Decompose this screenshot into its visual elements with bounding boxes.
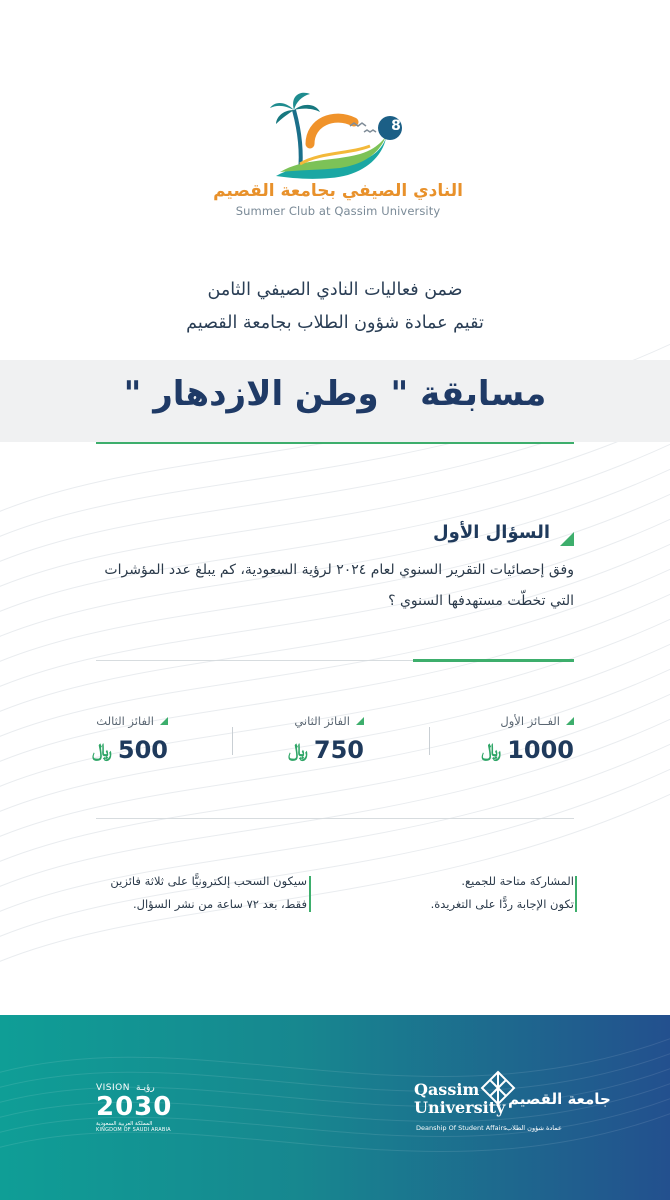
vision-country-arabic: المملكة العربية السعودية <box>96 1121 153 1127</box>
note-line: فقط، بعد ٧٢ ساعة من نشر السؤال. <box>132 897 307 911</box>
draw-note <box>110 870 307 916</box>
vision-label-arabic: رؤيـة <box>136 1083 155 1093</box>
prize-first <box>481 714 574 764</box>
university-name-english-2: University <box>414 1098 506 1117</box>
question-line-1: وفق إحصائيات التقرير السنوي لعام ٢٠٢٤ لرؤية السعودية، كم يبلغ عدد المؤشرات <box>104 562 574 578</box>
prize-amount: 1000 <box>507 736 574 764</box>
club-name-english: Summer Club at Qassim University <box>235 204 441 218</box>
prize-divider <box>232 727 233 755</box>
note-line: المشاركة متاحة للجميع. <box>461 874 574 888</box>
prize-second <box>288 714 364 764</box>
competition-title: مسابقة " وطن الازدهار " <box>123 374 547 414</box>
prize-third <box>92 714 168 764</box>
prize-amount: 500 <box>117 736 168 764</box>
riyal-currency-icon: ﷼ <box>481 739 502 761</box>
triangle-marker-icon <box>560 518 574 546</box>
riyal-currency-icon: ﷼ <box>287 739 308 761</box>
vision-year: 2030 <box>96 1092 173 1122</box>
deanship-english: Deanship Of Student Affairs <box>416 1124 507 1132</box>
question-heading <box>433 518 574 546</box>
note-accent-bar <box>575 876 577 912</box>
triangle-marker-icon <box>566 717 574 725</box>
university-name-arabic: جامعة القصيم <box>508 1090 611 1108</box>
vision-label: VISION <box>96 1083 130 1093</box>
club-name-arabic: النادي الصيفي بجامعة القصيم <box>213 181 463 201</box>
prize-divider <box>429 727 430 755</box>
question-text <box>84 555 574 617</box>
question-heading-text: السؤال الأول <box>433 521 550 543</box>
divider-accent <box>413 659 574 662</box>
summer-club-logo <box>270 92 410 184</box>
title-underline <box>96 442 574 444</box>
prize-label: الفائز الثالث <box>96 714 154 728</box>
vision-2030-logo <box>96 1083 172 1133</box>
question-line-2: التي تخطّت مستهدفها السنوي ؟ <box>388 593 574 609</box>
riyal-currency-icon: ﷼ <box>91 739 112 761</box>
note-line: تكون الإجابة ردًّا على التغريدة. <box>430 897 574 911</box>
intro-line-2: تقيم عمادة شؤون الطلاب بجامعة القصيم <box>186 313 484 333</box>
divider <box>96 818 574 819</box>
deanship-arabic: عمادة شؤون الطلاب <box>506 1124 562 1132</box>
note-line: سيكون السحب إلكترونيًّا على ثلاثة فائزين <box>110 874 307 888</box>
logo-number: 8 <box>391 118 401 134</box>
note-accent-bar <box>309 876 311 912</box>
intro-line-1: ضمن فعاليات النادي الصيفي الثامن <box>207 280 463 300</box>
participation-note <box>431 870 574 916</box>
prize-amount: 750 <box>313 736 364 764</box>
prize-label: الفائز الثاني <box>294 714 350 728</box>
vision-country-english: KINGDOM OF SAUDI ARABIA <box>96 1127 171 1133</box>
triangle-marker-icon <box>160 717 168 725</box>
university-name-english-1: Qassim <box>414 1080 480 1099</box>
triangle-marker-icon <box>356 717 364 725</box>
prize-label: الفــائز الأول <box>500 714 560 728</box>
